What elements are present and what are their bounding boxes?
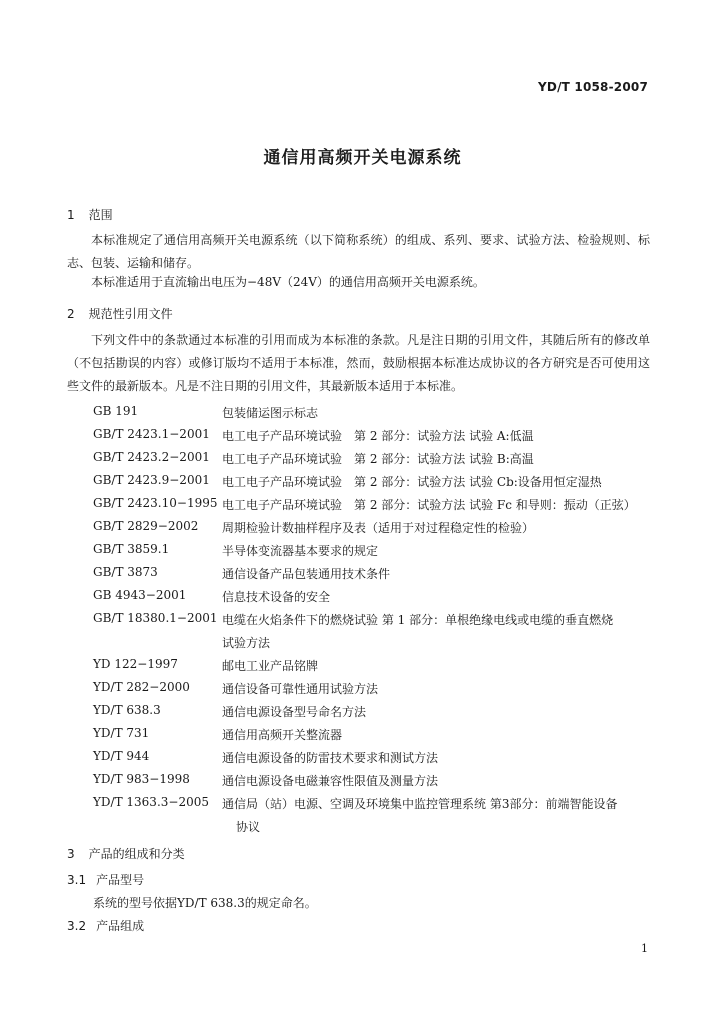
page-number: 1 [641, 942, 648, 955]
ref-title: 通信设备可靠性通用试验方法 [222, 682, 379, 696]
model-naming-text: 系统的型号依据YD/T 638.3的规定命名。 [93, 896, 317, 910]
ref-title: 通信电源设备型号命名方法 [222, 705, 367, 719]
ref-title: 通信电源设备电磁兼容性限值及测量方法 [222, 774, 439, 788]
ref-title: 通信电源设备的防雷技术要求和测试方法 [222, 751, 439, 765]
ref-code: GB/T 3859.1 [93, 542, 170, 556]
ref-title: 电工电子产品环境试验 第 2 部分：试验方法 试验 Cb:设备用恒定湿热 [222, 475, 602, 489]
ref-code: YD/T 731 [93, 726, 150, 740]
ref-title: 半导体变流器基本要求的规定 [222, 544, 379, 558]
ref-title: 包装储运图示标志 [222, 406, 319, 420]
ref-code: GB/T 2423.2−2001 [93, 450, 210, 464]
section-number: 2 [67, 307, 75, 321]
ref-title: 信息技术设备的安全 [222, 590, 331, 604]
ref-title: 通信设备产品包装通用技术条件 [222, 567, 391, 581]
ref-code: YD/T 944 [93, 749, 150, 763]
ref-title: 周期检验计数抽样程序及表（适用于对过程稳定性的检验） [222, 521, 535, 535]
ref-code: YD 122−1997 [93, 657, 178, 671]
ref-code: GB/T 2423.1−2001 [93, 427, 210, 441]
section-3-2-heading [67, 917, 144, 934]
ref-code: GB/T 2829−2002 [93, 519, 199, 533]
ref-title: 通信局（站）电源、空调及环境集中监控管理系统 第3部分：前端智能设备 [222, 797, 618, 811]
ref-title: 电工电子产品环境试验 第 2 部分：试验方法 试验 B:高温 [222, 452, 534, 466]
section-number: 3.1 [67, 873, 87, 887]
section-title: 产品的组成和分类 [88, 847, 185, 861]
section-2-heading [67, 305, 173, 322]
ref-title-continued: 协议 [236, 820, 261, 834]
scope-paragraph-1: 本标准规定了通信用高频开关电源系统（以下简称系统）的组成、系列、要求、试验方法、检验规则、标志、包装、运输和储存。 [67, 233, 650, 270]
ref-code: YD/T 282−2000 [93, 680, 190, 694]
ref-code: GB/T 2423.10−1995 [93, 496, 218, 510]
section-title: 范围 [88, 208, 113, 222]
section-title: 产品组成 [96, 919, 145, 933]
section-3-heading [67, 845, 185, 862]
ref-code: GB/T 3873 [93, 565, 158, 579]
section-3-1-heading [67, 871, 144, 888]
ref-title: 电工电子产品环境试验 第 2 部分：试验方法 试验 A:低温 [222, 429, 534, 443]
section-number: 3 [67, 847, 75, 861]
section-number: 1 [67, 208, 75, 222]
section-title: 规范性引用文件 [88, 307, 173, 321]
ref-title: 邮电工业产品铭牌 [222, 659, 319, 673]
normative-intro-paragraph: 下列文件中的条款通过本标准的引用而成为本标准的条款。凡是注日期的引用文件，其随后所有的修改单（不包括勘误的内容）或修订版均不适用于本标准，然而，鼓励根据本标准达成协议的各方研究是否可使用这些文件的最新版本。凡是不注日期的引用文件，其最新版本适用于本标准。 [67, 333, 650, 393]
ref-code: GB 4943−2001 [93, 588, 187, 602]
ref-code: YD/T 1363.3−2005 [93, 795, 209, 809]
ref-code: YD/T 983−1998 [93, 772, 190, 786]
ref-code: GB 191 [93, 404, 139, 418]
standard-code: YD/T 1058-2007 [538, 80, 648, 94]
scope-paragraph-2: 本标准适用于直流输出电压为−48V（24V）的通信用高频开关电源系统。 [91, 275, 485, 289]
section-title: 产品型号 [96, 873, 145, 887]
ref-title-continued: 试验方法 [222, 636, 271, 650]
section-number: 3.2 [67, 919, 87, 933]
document-title: 通信用高频开关电源系统 [263, 148, 462, 168]
ref-title: 电工电子产品环境试验 第 2 部分：试验方法 试验 Fc 和导则：振动（正弦） [222, 498, 636, 512]
ref-code: GB/T 18380.1−2001 [93, 611, 218, 625]
ref-code: YD/T 638.3 [93, 703, 161, 717]
ref-code: GB/T 2423.9−2001 [93, 473, 210, 487]
ref-title: 电缆在火焰条件下的燃烧试验 第 1 部分：单根绝缘电线或电缆的垂直燃烧 [222, 613, 614, 627]
section-1-heading [67, 206, 113, 223]
ref-title: 通信用高频开关整流器 [222, 728, 343, 742]
